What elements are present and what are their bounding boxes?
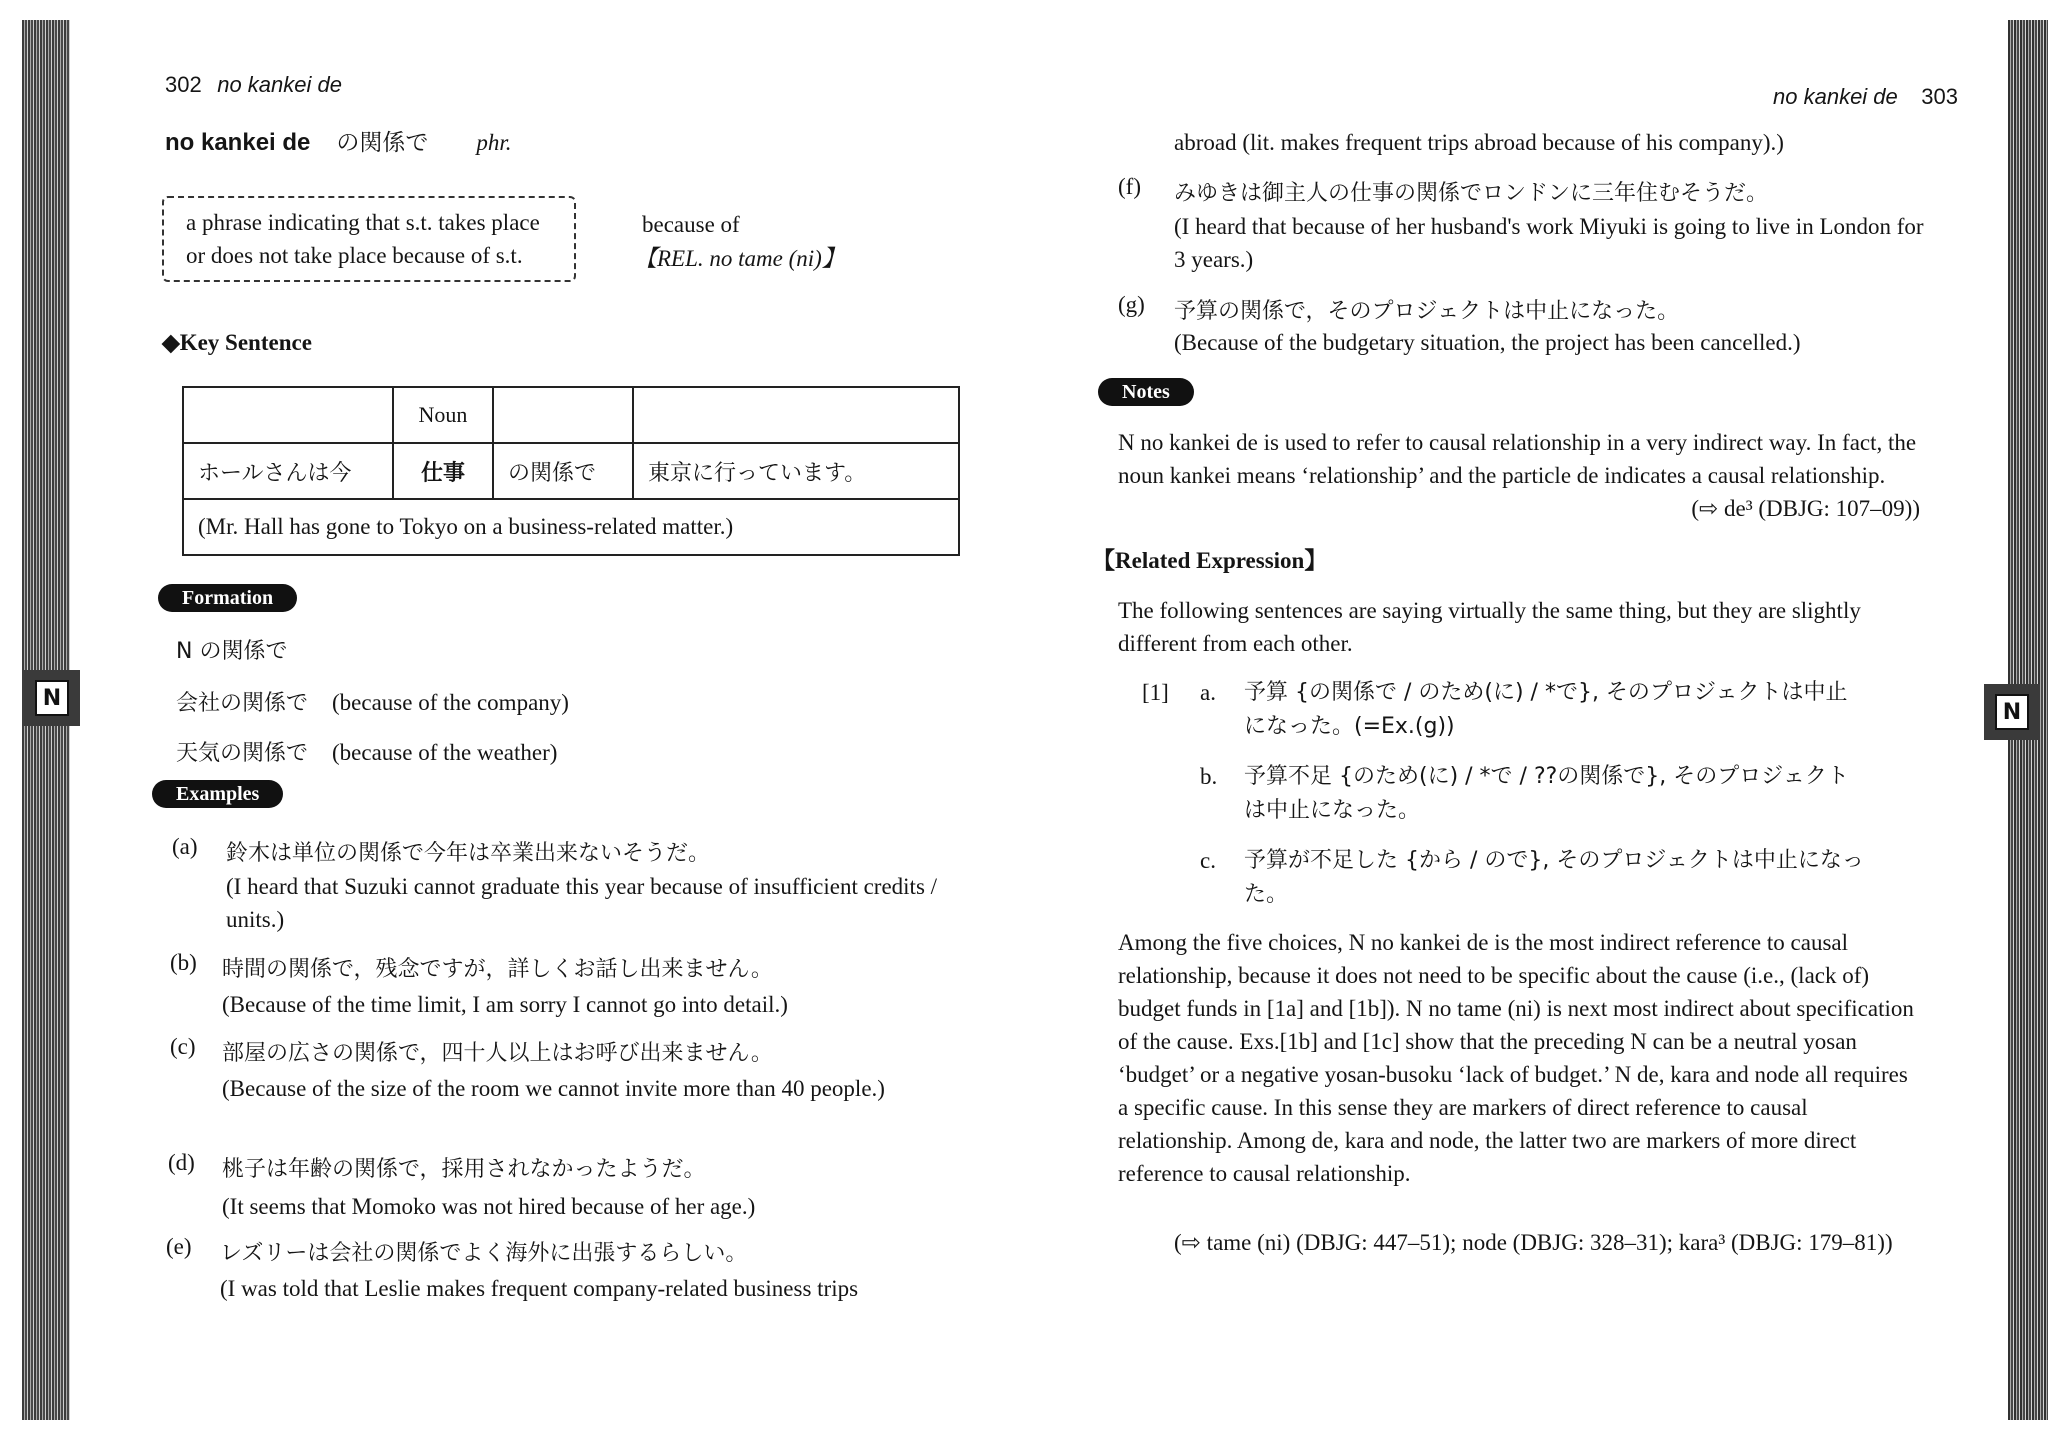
related-intro: The following sentences are saying virtually the same thing, but they are slightly different from each other.: [1118, 598, 1861, 656]
related-item-label: a.: [1200, 680, 1216, 705]
formation-item-jp: 会社の関係で: [176, 691, 309, 716]
example-e-continuation: abroad (lit. makes frequent trips abroad because of his company).): [1174, 130, 1784, 155]
example-label: (a): [172, 834, 198, 859]
example-en: (Because of the size of the room we cannot invite more than 40 people.): [222, 1076, 885, 1101]
example-en: (I heard that because of her husband's work Miyuki is going to live in London for 3 years.): [1174, 214, 1924, 272]
key-sentence-heading: ◆Key Sentence: [162, 330, 312, 355]
related-expression-heading: 【Related Expression】: [1092, 548, 1328, 573]
page-number: 303: [1921, 84, 1958, 109]
formation-item: [176, 736, 557, 769]
page-header-right: [1773, 84, 1958, 110]
example-jp: 鈴木は単位の関係で今年は卒業出来ないそうだ。: [226, 841, 711, 866]
example-jp: 予算の関係で，そのプロジェクトは中止になった。: [1174, 299, 1680, 324]
example-label: (b): [170, 950, 197, 975]
entry-japanese: の関係で: [336, 130, 429, 156]
ks-cell-particle: の関係で: [493, 443, 633, 499]
related-item-text: 予算が不足した {から / ので}, そのプロジェクトは中止になった。: [1244, 848, 1864, 907]
notes-ref: (⇨ de³ (DBJG: 107–09)): [1691, 496, 1920, 521]
translation: because of: [642, 212, 740, 237]
ks-empty-cell: [633, 387, 959, 443]
related-ref: 【REL. no tame (ni)】: [634, 246, 845, 271]
page-header-left: [165, 72, 342, 98]
section-tab-right: [1984, 684, 2040, 740]
ks-cell-predicate: 東京に行っています。: [633, 443, 959, 499]
entry-pos: phr.: [476, 130, 512, 155]
example-en: (I heard that Suzuki cannot graduate this year because of insufficient credits / units.): [226, 874, 938, 932]
example-en: (It seems that Momoko was not hired because of her age.): [222, 1194, 756, 1219]
example-en: (Because of the time limit, I am sorry I cannot go into detail.): [222, 992, 788, 1017]
related-number: [1]: [1142, 680, 1169, 705]
example-label: (g): [1118, 292, 1145, 317]
formation-badge: Formation: [158, 584, 297, 612]
example-jp: レズリーは会社の関係でよく海外に出張するらしい。: [220, 1241, 748, 1266]
running-title: no kankei de: [217, 72, 342, 97]
formation-pattern: N の関係で: [176, 639, 288, 664]
example-jp: みゆきは御主人の仕事の関係でロンドンに三年住むそうだ。: [1174, 181, 1769, 206]
ks-empty-cell: [183, 387, 393, 443]
examples-badge: Examples: [152, 780, 283, 808]
related-item-text: 予算 {の関係で / のため(に) / *で}, そのプロジェクトは中止になった。(=Ex.(g)): [1244, 680, 1848, 739]
formation-item-en: (because of the weather): [332, 740, 558, 765]
ks-translation: (Mr. Hall has gone to Tokyo on a business-related matter.): [183, 499, 959, 555]
section-tab-left: [24, 670, 80, 726]
related-item-label: c.: [1200, 848, 1216, 873]
ks-empty-cell: [493, 387, 633, 443]
example-en: (I was told that Leslie makes frequent company-related business trips: [220, 1276, 859, 1301]
section-tab-letter: N: [35, 680, 69, 716]
ks-cell-subject: ホールさんは今: [183, 443, 393, 499]
key-sentence-table: [182, 386, 960, 556]
example-label: (e): [166, 1234, 192, 1259]
related-item-label: b.: [1200, 764, 1218, 789]
formation-item: [176, 686, 569, 719]
closing-paragraph: Among the five choices, N no kankei de is the most indirect reference to causal relationship, because it does not need to be specific about the cause (i.e., (lack of) budget funds in [1a] and [1b]). N no tame (ni) is next most indirect about specification of the cause. Exs.[1b] and [1c] show that the preceding N can be a neutral yosan ‘budget’ or a negative yosan-busoku ‘lack of budget.’ N de, kara and node all requires a specific cause. In this sense they are markers of direct reference to causal relationship. Among de, kara and node, the latter two are markers of more direct reference to causal relationship.: [1118, 930, 1914, 1186]
section-tab-letter: N: [1995, 694, 2029, 730]
definition-box: [162, 196, 576, 282]
notes-badge: Notes: [1098, 378, 1194, 406]
formation-item-jp: 天気の関係で: [176, 741, 309, 766]
definition-text: a phrase indicating that s.t. takes place or does not take place because of s.t.: [186, 210, 540, 268]
ks-noun-header: Noun: [393, 387, 493, 443]
entry-romaji: no kankei de: [165, 129, 311, 156]
example-label: (f): [1118, 174, 1141, 199]
example-jp: 桃子は年齢の関係で，採用されなかったようだ。: [222, 1157, 706, 1182]
formation-item-en: (because of the company): [332, 690, 569, 715]
example-label: (c): [170, 1034, 196, 1059]
example-jp: 部屋の広さの関係で，四十人以上はお呼び出来ません。: [222, 1041, 773, 1066]
example-en: (Because of the budgetary situation, the project has been cancelled.): [1174, 330, 1801, 355]
running-title: no kankei de: [1773, 84, 1898, 109]
example-label: (d): [168, 1150, 195, 1175]
related-item-text: 予算不足 {のため(に) / *で / ??の関係で}, そのプロジェクトは中止になった。: [1244, 764, 1849, 823]
notes-text: N no kankei de is used to refer to causal relationship in a very indirect way. In fact, the noun kankei means ‘relationship’ and the particle de indicates a causal relationship.: [1118, 430, 1917, 488]
page-number: 302: [165, 72, 202, 97]
final-ref: (⇨ tame (ni) (DBJG: 447–51); node (DBJG: 328–31); kara³ (DBJG: 179–81)): [1174, 1230, 1893, 1255]
ks-cell-noun: 仕事: [393, 443, 493, 499]
example-jp: 時間の関係で，残念ですが，詳しくお話し出来ません。: [222, 957, 773, 982]
entry-heading: [165, 124, 512, 157]
right-page: [1024, 0, 2048, 1434]
